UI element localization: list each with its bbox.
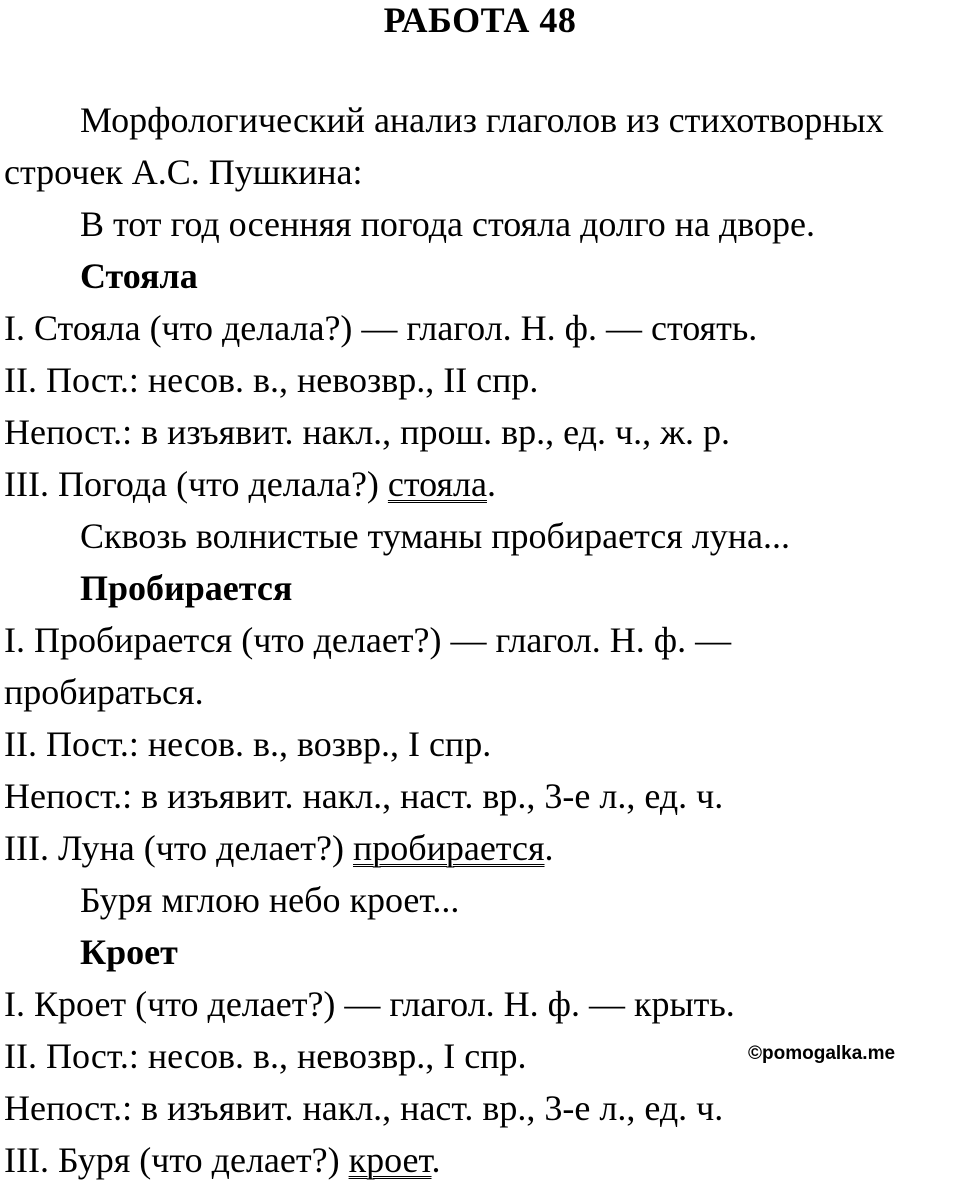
- heading-kroet: Кроет: [80, 932, 178, 972]
- analysis-3-point-2: II. Пост.: несов. в., невозвр., I спр.: [4, 1036, 527, 1076]
- intro-line-1: Морфологический анализ глаголов из стихотворных: [80, 100, 884, 140]
- predicate-probiraetsya: пробирается: [353, 828, 545, 868]
- analysis-2-point-2: II. Пост.: несов. в., возвр., I спр.: [4, 724, 492, 764]
- quote-1: В тот год осенняя погода стояла долго на дворе.: [80, 204, 816, 244]
- analysis-3-point-2-nonconst: Непост.: в изъявит. накл., наст. вр., 3-е л., ед. ч.: [4, 1088, 724, 1128]
- analysis-2-point-3: [4, 828, 554, 868]
- analysis-1-point-2: II. Пост.: несов. в., невозвр., II спр.: [4, 360, 539, 400]
- analysis-1-point-1: I. Стояла (что делала?) — глагол. Н. ф. — стоять.: [4, 308, 758, 348]
- analysis-2-point-3-text: III. Луна (что делает?): [4, 828, 353, 868]
- analysis-1-point-3: [4, 464, 496, 504]
- heading-stoyala: Стояла: [80, 256, 198, 296]
- analysis-2-point-3-end: .: [544, 828, 554, 868]
- watermark: ©pomogalka.me: [748, 1043, 896, 1064]
- analysis-1-point-3-end: .: [486, 464, 496, 504]
- analysis-3-point-3-text: III. Буря (что делает?): [4, 1140, 349, 1180]
- analysis-3-point-1: I. Кроет (что делает?) — глагол. Н. ф. — крыть.: [4, 984, 735, 1024]
- heading-probiraetsya: Пробирается: [80, 568, 293, 608]
- analysis-2-point-1a: I. Пробирается (что делает?) — глагол. Н. ф. —: [4, 620, 732, 660]
- analysis-1-point-3-text: III. Погода (что делала?): [4, 464, 388, 504]
- predicate-kroet: кроет: [348, 1140, 432, 1180]
- page-title: РАБОТА 48: [383, 0, 577, 40]
- quote-3: Буря мглою небо кроет...: [80, 880, 460, 920]
- intro-line-2: строчек А.С. Пушкина:: [4, 152, 363, 192]
- analysis-3-point-3: [4, 1140, 441, 1180]
- analysis-2-point-2-nonconst: Непост.: в изъявит. накл., наст. вр., 3-е л., ед. ч.: [4, 776, 724, 816]
- predicate-stoyala: стояла: [387, 464, 487, 504]
- analysis-3-point-3-end: .: [431, 1140, 441, 1180]
- analysis-2-point-1b: пробираться.: [4, 672, 204, 712]
- quote-2: Сквозь волнистые туманы пробирается луна...: [80, 516, 791, 556]
- analysis-1-point-2-nonconst: Непост.: в изъявит. накл., прош. вр., ед. ч., ж. р.: [4, 412, 730, 452]
